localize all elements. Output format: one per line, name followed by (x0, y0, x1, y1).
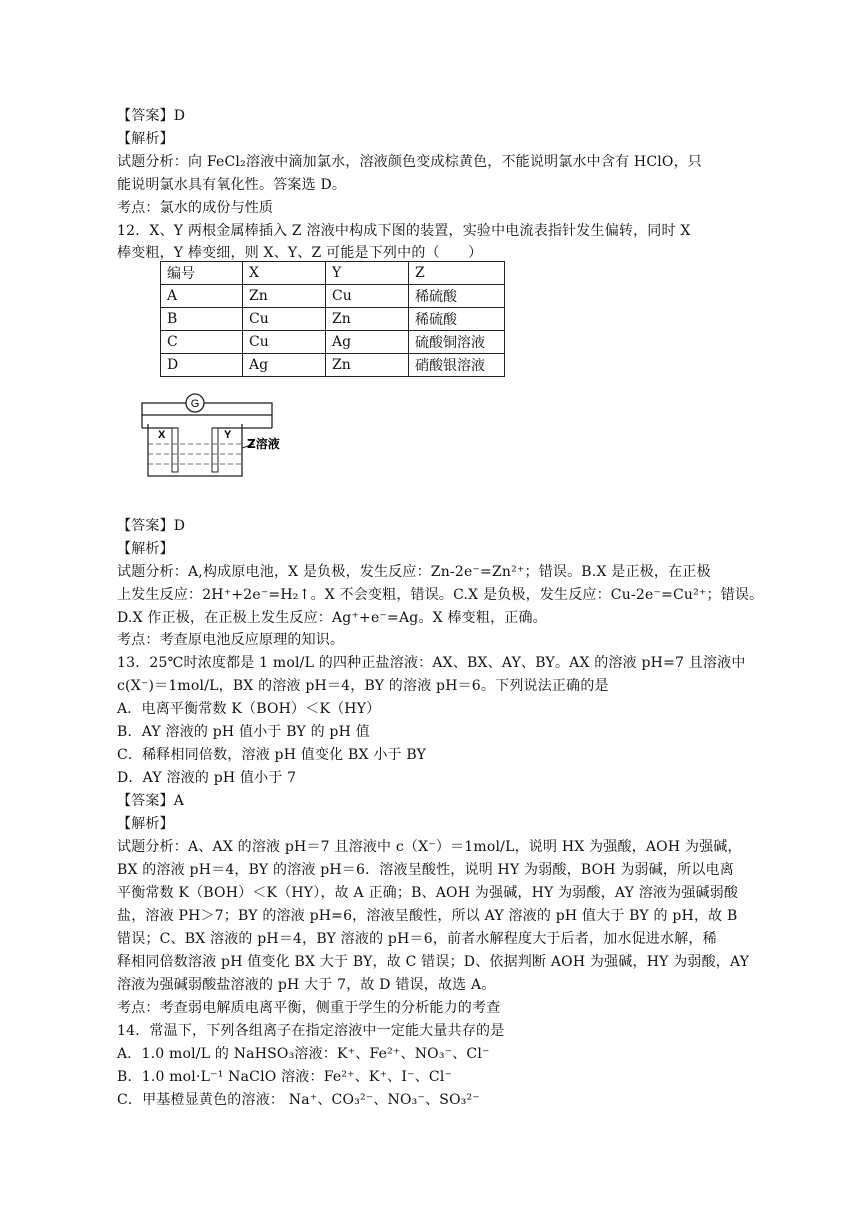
question-13-option-c: C．稀释相同倍数，溶液 pH 值变化 BX 小于 BY (117, 747, 427, 763)
table-cell: Zn (243, 285, 326, 308)
table-cell: B (161, 308, 243, 331)
table-row (161, 331, 505, 354)
table-cell: 硫酸铜溶液 (409, 331, 505, 354)
analysis-text-12-line3: D.X 作正极，在正极上发生反应：Ag⁺+e⁻=Ag。X 棒变粗，正确。 (117, 610, 547, 626)
analysis-label-11: 【解析】 (117, 131, 174, 147)
table-cell: Cu (243, 331, 326, 354)
question-13-option-a: A．电离平衡常数 K（BOH）＜K（HY） (117, 701, 381, 717)
table-cell: 硝酸银溶液 (409, 354, 505, 377)
question-12-line2: 棒变粗，Y 棒变细，则 X、Y、Z 可能是下列中的（ ） (117, 245, 483, 261)
answer-label-11: 【答案】D (117, 108, 186, 124)
analysis-label-12: 【解析】 (117, 541, 174, 557)
question-14-option-c: C．甲基橙显黄色的溶液： Na⁺、CO₃²⁻、NO₃⁻、SO₃²⁻ (117, 1092, 480, 1108)
question-13-option-d: D．AY 溶液的 pH 值小于 7 (117, 770, 297, 786)
analysis-text-12-line1: 试题分析：A,构成原电池，X 是负极，发生反应：Zn-2e⁻=Zn²⁺；错误。B.X 是正极，在正极 (117, 564, 711, 580)
question-13-line2: c(X⁻)＝1mol/L，BX 的溶液 pH＝4，BY 的溶液 pH＝6。下列说法正确的是 (117, 678, 609, 694)
table-cell: 稀硫酸 (409, 285, 505, 308)
table-header-cell: 编号 (161, 262, 243, 285)
knowledge-point-12: 考点：考查原电池反应原理的知识。 (117, 632, 345, 648)
question-14-option-a: A．1.0 mol/L 的 NaHSO₃溶液：K⁺、Fe²⁺、NO₃⁻、Cl⁻ (117, 1046, 490, 1062)
knowledge-point-11: 考点：氯水的成份与性质 (117, 200, 274, 216)
answer-label-13: 【答案】A (117, 793, 185, 809)
table-row (161, 354, 505, 377)
galvanic-cell-diagram (132, 388, 282, 478)
table-header-cell: Z (409, 262, 505, 285)
table-cell: C (161, 331, 243, 354)
analysis-text-13-line6: 释相同倍数溶液 pH 值变化 BX 大于 BY，故 C 错误；D、依据判断 AOH 为强碱，HY 为弱酸，AY (117, 954, 750, 970)
analysis-text-11-line2: 能说明氯水具有氧化性。答案选 D。 (117, 177, 347, 193)
question-14-stem: 14．常温下，下列各组离子在指定溶液中一定能大量共存的是 (117, 1023, 505, 1039)
table-cell: A (161, 285, 243, 308)
galvanometer-label: G (190, 398, 200, 410)
table-cell: Cu (326, 285, 409, 308)
table-cell: Zn (326, 354, 409, 377)
answer-label-12: 【答案】D (117, 518, 186, 534)
electrode-x-label: X (158, 429, 166, 441)
analysis-text-13-line2: BX 的溶液 pH＝4，BY 的溶液 pH＝6．溶液呈酸性，说明 HY 为弱酸，BOH 为弱碱，所以电离 (117, 862, 734, 878)
analysis-label-13: 【解析】 (117, 816, 174, 832)
analysis-text-13-line1: 试题分析：A、AX 的溶液 pH＝7 且溶液中 c（X⁻）＝1mol/L，说明 HX 为强酸，AOH 为强碱， (117, 839, 742, 855)
solution-label: Z溶液 (247, 437, 280, 451)
knowledge-point-13: 考点：考查弱电解质电离平衡，侧重于学生的分析能力的考查 (117, 1000, 501, 1016)
options-table (160, 261, 505, 377)
table-cell: Ag (243, 354, 326, 377)
question-12-line1: 12．X、Y 两根金属棒插入 Z 溶液中构成下图的装置，实验中电流表指针发生偏转，同时 X (117, 223, 691, 239)
question-14-option-b: B．1.0 mol·L⁻¹ NaClO 溶液：Fe²⁺、K⁺、I⁻、Cl⁻ (117, 1069, 453, 1085)
table-cell: Zn (326, 308, 409, 331)
outer-circuit-frame (142, 403, 272, 428)
table-row (161, 285, 505, 308)
question-13-option-b: B．AY 溶液的 pH 值小于 BY 的 pH 值 (117, 724, 370, 740)
table-cell: D (161, 354, 243, 377)
question-13-line1: 13．25℃时浓度都是 1 mol/L 的四种正盐溶液：AX、BX、AY、BY。AX 的溶液 pH=7 且溶液中 (117, 655, 746, 671)
analysis-text-11-line1: 试题分析：向 FeCl₂溶液中滴加氯水，溶液颜色变成棕黄色，不能说明氯水中含有 HClO，只 (117, 154, 703, 170)
analysis-text-13-line7: 溶液为强碱弱酸盐溶液的 pH 大于 7，故 D 错误，故选 A。 (117, 977, 496, 993)
table-cell: 稀硫酸 (409, 308, 505, 331)
table-header-cell: Y (326, 262, 409, 285)
table-header-row (161, 262, 505, 285)
table-header-cell: X (243, 262, 326, 285)
table-cell: Ag (326, 331, 409, 354)
analysis-text-13-line3: 平衡常数 K（BOH）＜K（HY），故 A 正确；B、AOH 为强碱，HY 为弱酸，AY 溶液为强碱弱酸 (117, 885, 739, 901)
electrode-y-label: Y (224, 429, 232, 441)
table-cell: Cu (243, 308, 326, 331)
table-row (161, 308, 505, 331)
analysis-text-13-line4: 盐，溶液 PH＞7；BY 的溶液 pH=6，溶液呈酸性，所以 AY 溶液的 pH 值大于 BY 的 pH，故 B (117, 908, 738, 924)
analysis-text-12-line2: 上发生反应：2H⁺+2e⁻=H₂↑。X 不会变粗，错误。C.X 是负极，发生反应：Cu-2e⁻=Cu²⁺；错误。 (117, 587, 764, 603)
analysis-text-13-line5: 错误；C、BX 溶液的 pH＝4，BY 溶液的 pH＝6，前者水解程度大于后者，加水促进水解，稀 (117, 931, 717, 947)
